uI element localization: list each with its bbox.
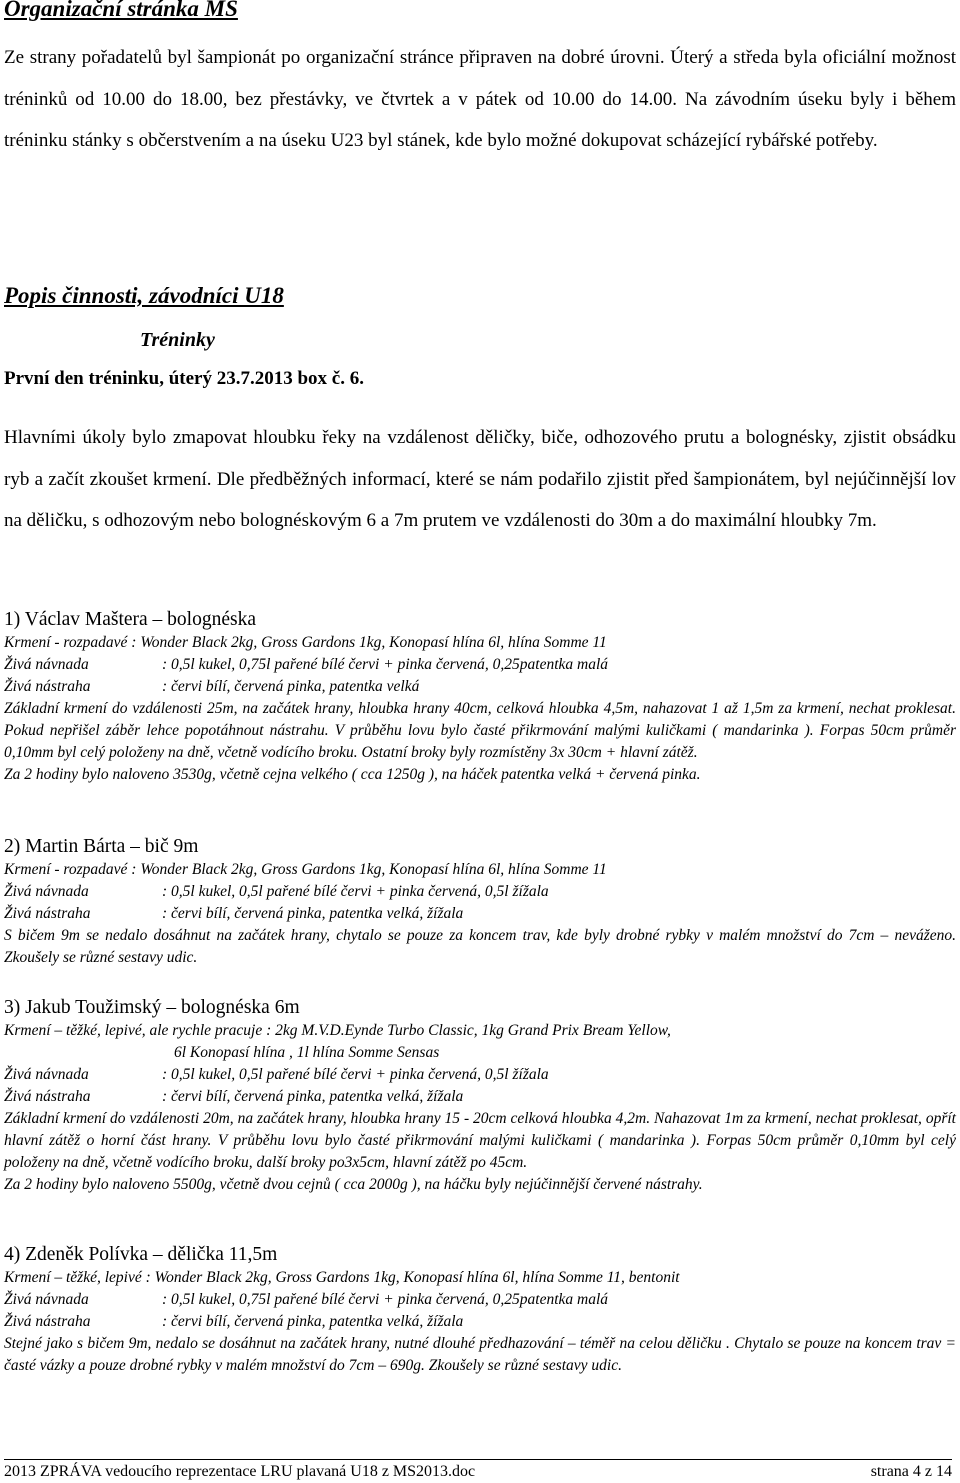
krmeni-line-2: 6l Konopasí hlína , 1l hlína Somme Sensas [174, 1044, 440, 1061]
krmeni-line: Krmení - rozpadavé : Wonder Black 2kg, Gross Gardons 1kg, Konopasí hlína 6l, hlína Somme 11 [4, 634, 607, 651]
page-footer [4, 1459, 952, 1481]
navnada-label: Živá návnada [4, 883, 89, 900]
navnada-line [4, 1064, 956, 1086]
nastraha-label: Živá nástraha [4, 678, 91, 695]
nastraha-line [4, 1311, 956, 1333]
paragraph-organizace: Ze strany pořadatelů byl šampionát po organizační stránce připraven na dobré úrovni. Úterý a středa byla oficiální možnost tréninků od 10.00 do 18.00, bez přestávky, ve čtvrtek a v pátek od 10.00 do 14.00. Na závodním úseku byly i během tréninku stánky s občerstvením a na úseku U23 byl stánek, kde bylo možné dokupovat scházející rybářské potřeby. [4, 47, 956, 151]
nastraha-value: : červi bílí, červená pinka, patentka velká, žížala [162, 1313, 464, 1330]
section-result: Za 2 hodiny bylo naloveno 3530g, včetně cejna velkého ( cca 1250g ), na háček patentka velká + červená pinka. [4, 766, 701, 783]
navnada-line [4, 654, 956, 676]
navnada-value: : 0,5l kukel, 0,75l pařené bílé červi + pinka červená, 0,25patentka malá [162, 656, 609, 673]
section-title: 2) Martin Bárta – bič 9m [4, 836, 199, 857]
footer-page-number: strana 4 z 14 [870, 1463, 952, 1480]
nastraha-line [4, 1086, 956, 1108]
navnada-label: Živá návnada [4, 1291, 89, 1308]
section-vaclav-mastera [4, 607, 956, 786]
section-jakub-touzimsky [4, 995, 956, 1196]
nastraha-value: : červi bílí, červená pinka, patentka velká, žížala [162, 1088, 464, 1105]
section-text: Základní krmení do vzdálenosti 25m, na začátek hrany, hloubka hrany 40cm, celková hloubka 4,5m, nahazovat 1 až 1,5m za krmení, nechat proklesat. Pokud nepřišel záběr lehce popotáhnout nástrahu. V průběhu lovu bylo časté přikrmování malými kuličkami ( mandarinka ). Forpas 50cm průměr 0,10mm byl celý položeny na dně, včetně vodícího broku. Ostatní broky byly rozmístěny 3x 30cm + hlavní zátěž. [4, 700, 956, 761]
section-text: S bičem 9m se nedalo dosáhnut na začátek hrany, chytalo se pouze za koncem trav, kde byly drobné rybky v malém množství do 7cm – neváženo. Zkoušely se různé sestavy udic. [4, 927, 956, 966]
subheading-treninky: Tréninky [140, 329, 215, 351]
navnada-value: : 0,5l kukel, 0,5l pařené bílé červi + pinka červená, 0,5l žížala [162, 1066, 549, 1083]
section-title: 3) Jakub Toužimský – bolognéska 6m [4, 997, 300, 1018]
section-result: Za 2 hodiny bylo naloveno 5500g, včetně dvou cejnů ( cca 2000g ), na háčku byly nejúčinnější červené nástrahy. [4, 1176, 703, 1193]
section-zdenek-polivka [4, 1242, 956, 1377]
navnada-value: : 0,5l kukel, 0,5l pařené bílé červi + pinka červená, 0,5l žížala [162, 883, 549, 900]
nastraha-label: Živá nástraha [4, 1313, 91, 1330]
section-title: 1) Václav Maštera – bolognéska [4, 609, 256, 630]
nastraha-label: Živá nástraha [4, 905, 91, 922]
nastraha-label: Živá nástraha [4, 1088, 91, 1105]
section-martin-barta [4, 834, 956, 969]
krmeni-line: Krmení – těžké, lepivé : Wonder Black 2kg, Gross Gardons 1kg, Konopasí hlína 6l, hlína Somme 11, bentonit [4, 1269, 680, 1286]
heading-popis-cinnosti: Popis činnosti, závodníci U18 [4, 283, 284, 308]
heading-organizacni-stranka: Organizační stránka MS [4, 0, 238, 21]
nastraha-value: : červi bílí, červená pinka, patentka velká, žížala [162, 905, 464, 922]
section-text: Stejné jako s bičem 9m, nedalo se dosáhnut na začátek hrany, nutné dlouhé předhazování – téměř na celou děličku . Chytalo se pouze na koncem trav = časté vázky a pouze drobné rybky v malém množství do 7cm – 690g. Zkoušely se různé sestavy udic. [4, 1335, 956, 1374]
navnada-label: Živá návnada [4, 1066, 89, 1083]
krmeni-line: Krmení - rozpadavé : Wonder Black 2kg, Gross Gardons 1kg, Konopasí hlína 6l, hlína Somme 11 [4, 861, 607, 878]
navnada-line [4, 881, 956, 903]
footer-filename: 2013 ZPRÁVA vedoucího reprezentace LRU plavaná U18 z MS2013.doc [4, 1463, 476, 1480]
nastraha-line [4, 903, 956, 925]
navnada-label: Živá návnada [4, 656, 89, 673]
nastraha-line [4, 676, 956, 698]
day-heading: První den tréninku, úterý 23.7.2013 box č. 6. [4, 368, 364, 389]
nastraha-value: : červi bílí, červená pinka, patentka velká [162, 678, 420, 695]
navnada-line [4, 1289, 956, 1311]
krmeni-line: Krmení – těžké, lepivé, ale rychle pracuje : 2kg M.V.D.Eynde Turbo Classic, 1kg Grand Prix Bream Yellow, [4, 1022, 671, 1039]
navnada-value: : 0,5l kukel, 0,75l pařené bílé červi + pinka červená, 0,25patentka malá [162, 1291, 609, 1308]
section-title: 4) Zdeněk Polívka – dělička 11,5m [4, 1244, 278, 1265]
section-text: Základní krmení do vzdálenosti 20m, na začátek hrany, hloubka hrany 15 - 20cm celková hloubka 4,2m. Nahazovat 1m za krmení, nechat proklesat, opřít hlavní zátěž o horní část hrany. V průběhu lovu bylo časté přikrmování malými kuličkami ( mandarinka ). Forpas 50cm průměr 0,10mm byl celý položeny na dně, včetně vodícího broku, další broky po3x5cm, hlavní zátěž po 45cm. [4, 1110, 956, 1171]
paragraph-ukoly: Hlavními úkoly bylo zmapovat hloubku řeky na vzdálenost děličky, biče, odhozového prutu a bolognésky, zjistit obsádku ryb a začít zkoušet krmení. Dle předběžných informací, které se nám podařilo zjistit před šampionátem, byl nejúčinnější lov na děličku, s odhozovým nebo bolognéskovým 6 a 7m prutem ve vzdálenosti do 30m a do maximální hloubky 7m. [4, 427, 956, 531]
